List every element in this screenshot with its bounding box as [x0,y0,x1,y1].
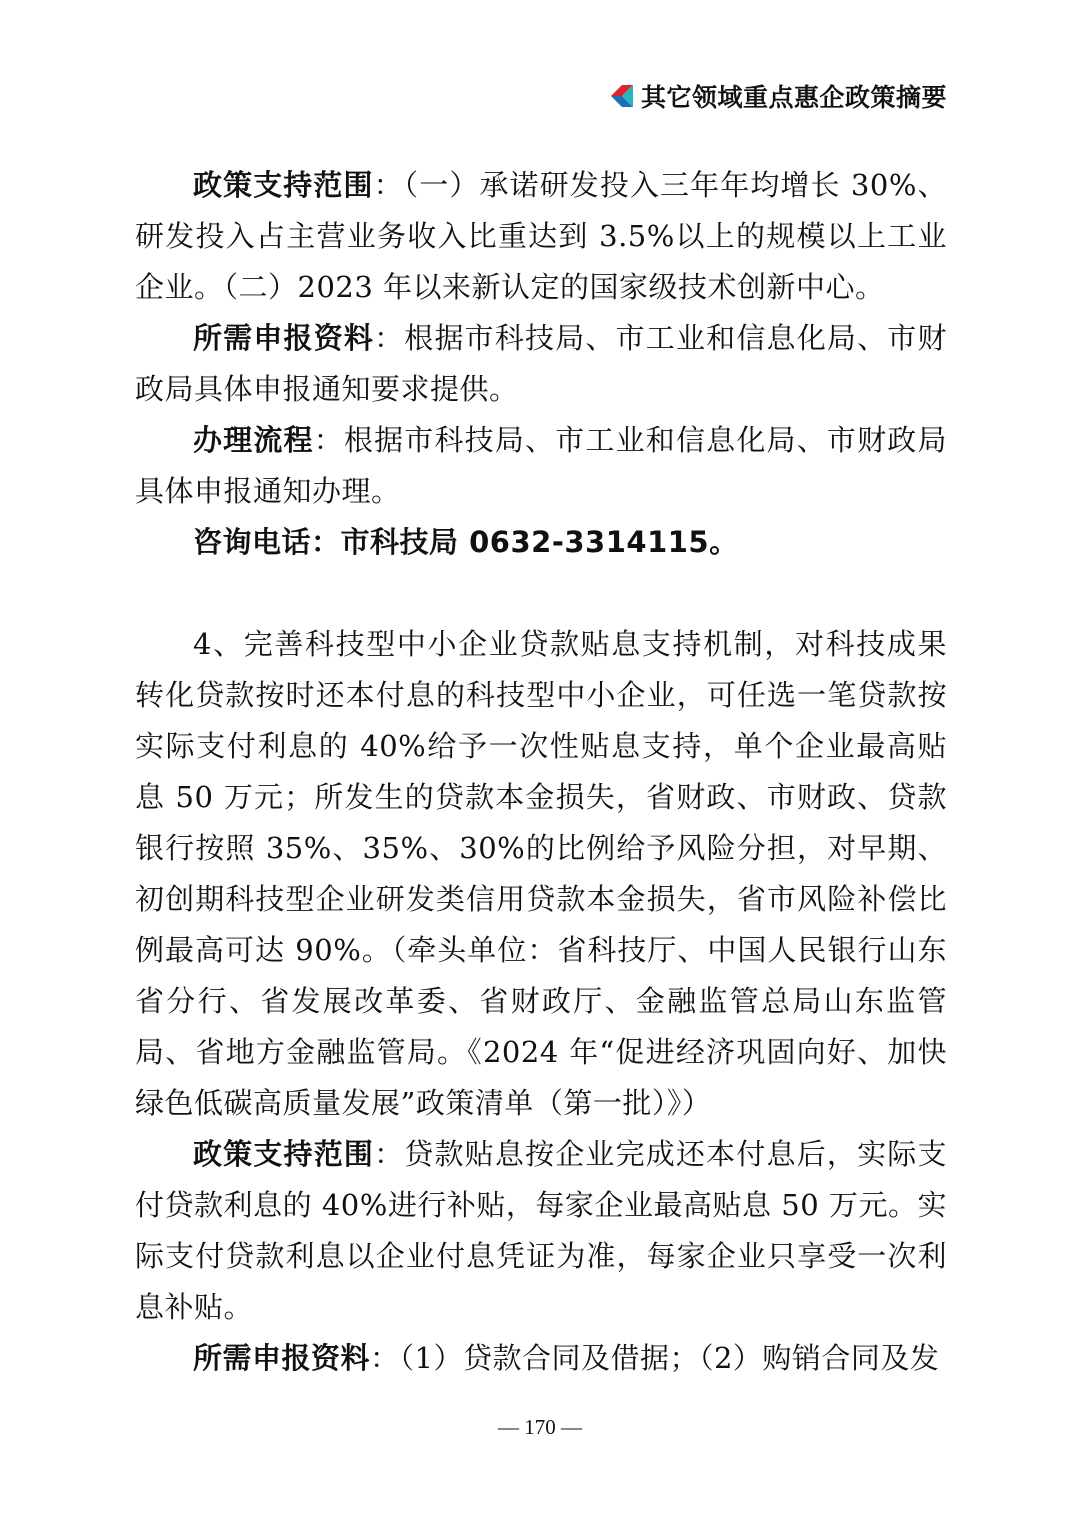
page-number: — 170 — [498,1415,582,1439]
paragraph-scope-1 [135,160,947,313]
section-label: 所需申报资料 [193,1341,371,1375]
section-text: ：根据市科技局、市工业和信息化局、市财政局具体申报通知办理。 [135,423,947,508]
item-text: 4、完善科技型中小企业贷款贴息支持机制，对科技成果转化贷款按时还本付息的科技型中小企业，可任选一笔贷款按实际支付利息的 40%给予一次性贴息支持，单个企业最高贴息 50 万元；所发生的贷款本金损失，省财政、市财政、贷款银行按照 35%、35%、30%的比例给予风险分担，对早期、初创期科技型企业研发类信用贷款本金损失，省市风险补偿比例最高可达 90%。（牵头单位：省科技厅、中国人民银行山东省分行、省发展改革委、省财政厅、金融监管总局山东监管局、省地方金融监管局。《2024 年“促进经济巩固向好、加快绿色低碳高质量发展”政策清单（第一批）》） [135,627,947,1120]
section-label: 政策支持范围 [193,1137,375,1171]
section-label: 所需申报资料 [193,321,375,355]
page-header [607,78,947,114]
section-text: ：（1）贷款合同及借据；（2）购销合同及发 [370,1341,940,1375]
section-label: 咨询电话 [193,525,312,559]
paragraph-scope-2 [135,1129,947,1333]
section-gap [135,568,947,619]
contact-text: ：市科技局 0632-3314115。 [311,525,739,559]
paragraph-process [135,415,947,517]
section-label: 办理流程 [193,423,314,457]
paragraph-materials-2 [135,1333,947,1384]
paragraph-materials-1 [135,313,947,415]
document-body [135,160,947,1384]
section-text: ：根据市科技局、市工业和信息化局、市财政局具体申报通知要求提供。 [135,321,947,406]
header-title: 其它领域重点惠企政策摘要 [640,83,947,112]
logo-icon [607,81,637,111]
paragraph-item-4 [135,619,947,1129]
paragraph-contact [135,517,947,568]
section-label: 政策支持范围 [193,168,374,202]
section-text: ：贷款贴息按企业完成还本付息后，实际支付贷款利息的 40%进行补贴，每家企业最高贴息 50 万元。实际支付贷款利息以企业付息凭证为准，每家企业只享受一次利息补贴。 [135,1137,947,1324]
section-text: ：（一）承诺研发投入三年年均增长 30%、研发投入占主营业务收入比重达到 3.5%以上的规模以上工业企业。（二）2023 年以来新认定的国家级技术创新中心。 [135,168,947,304]
